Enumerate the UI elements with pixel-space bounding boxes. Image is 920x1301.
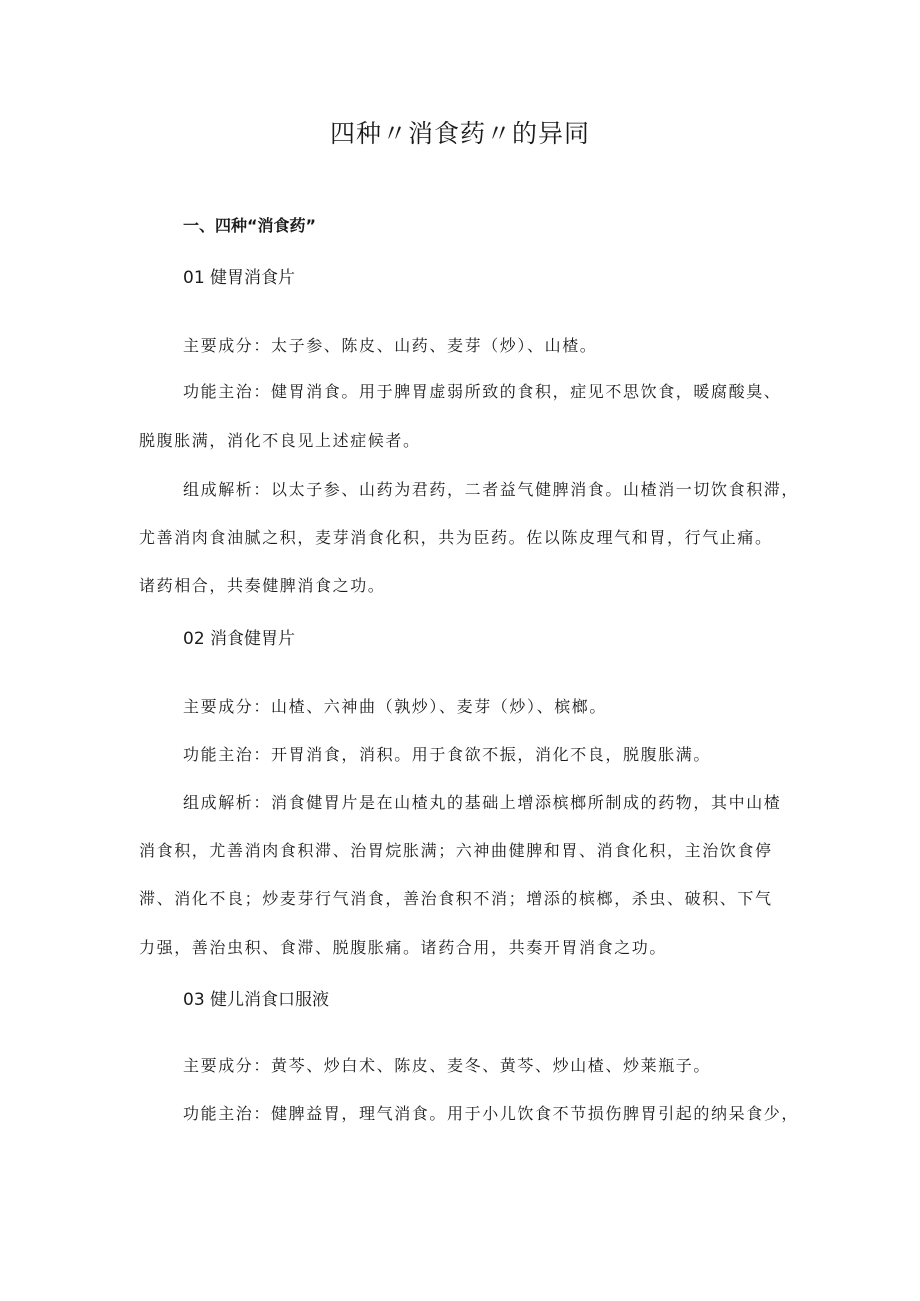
item2-ingredients: 主要成分：山楂、六神曲（孰炒）、麦芽（炒）、槟榔。 [183,697,608,716]
item1-ingredients: 主要成分：太子参、陈皮、山药、麦芽（炒）、山楂。 [183,336,598,355]
item2-analysis-line1: 组成解析：消食健胃片是在山楂丸的基础上增添槟榔所制成的药物，其中山楂 [183,793,782,812]
item1-analysis-line2: 尤善消肉食油腻之积，麦芽消食化积，共为臣药。佐以陈皮理气和胃，行气止痛。 [139,528,773,547]
item1-function-line1: 功能主治：健胃消食。用于脾胃虚弱所致的食积，症见不思饮食，暖腐酸臭、 [183,382,782,401]
item1-analysis-line1: 组成解析：以太子参、山药为君药，二者益气健脾消食。山楂消一切饮食积滞， [183,480,800,499]
document-title: 四种〃消食药〃的异同 [329,119,590,148]
item3-ingredients: 主要成分：黄芩、炒白术、陈皮、麦冬、黄芩、炒山楂、炒莱瓶子。 [183,1056,712,1075]
section-heading-1: 一、四种“消食药” [183,216,317,235]
item-heading-03: 03 健儿消食口服液 [183,990,330,1010]
item2-analysis-line3: 滞、消化不良；炒麦芽行气消食，善治食积不消；增添的槟榔，杀虫、破积、下气 [139,889,773,908]
item2-analysis-line2: 消食积，尤善消肉食积滞、治胃烷胀满；六神曲健脾和胃、消食化积，主治饮食停 [139,841,773,860]
item2-function: 功能主治：开胃消食，消积。用于食欲不振，消化不良，脱腹胀满。 [183,745,712,764]
item2-analysis-line4: 力强，善治虫积、食滞、脱腹胀痛。诸药合用，共奏开胃消食之功。 [139,938,668,957]
item-heading-02: 02 消食健胃片 [183,629,296,649]
item1-analysis-line3: 诸药相合，共奏健脾消食之功。 [139,576,386,595]
item-heading-01: 01 健胃消食片 [183,268,296,288]
item3-function-line1: 功能主治：健脾益胃，理气消食。用于小儿饮食不节损伤脾胃引起的纳呆食少， [183,1104,800,1123]
item1-function-line2: 脱腹胀满，消化不良见上述症候者。 [139,431,421,450]
